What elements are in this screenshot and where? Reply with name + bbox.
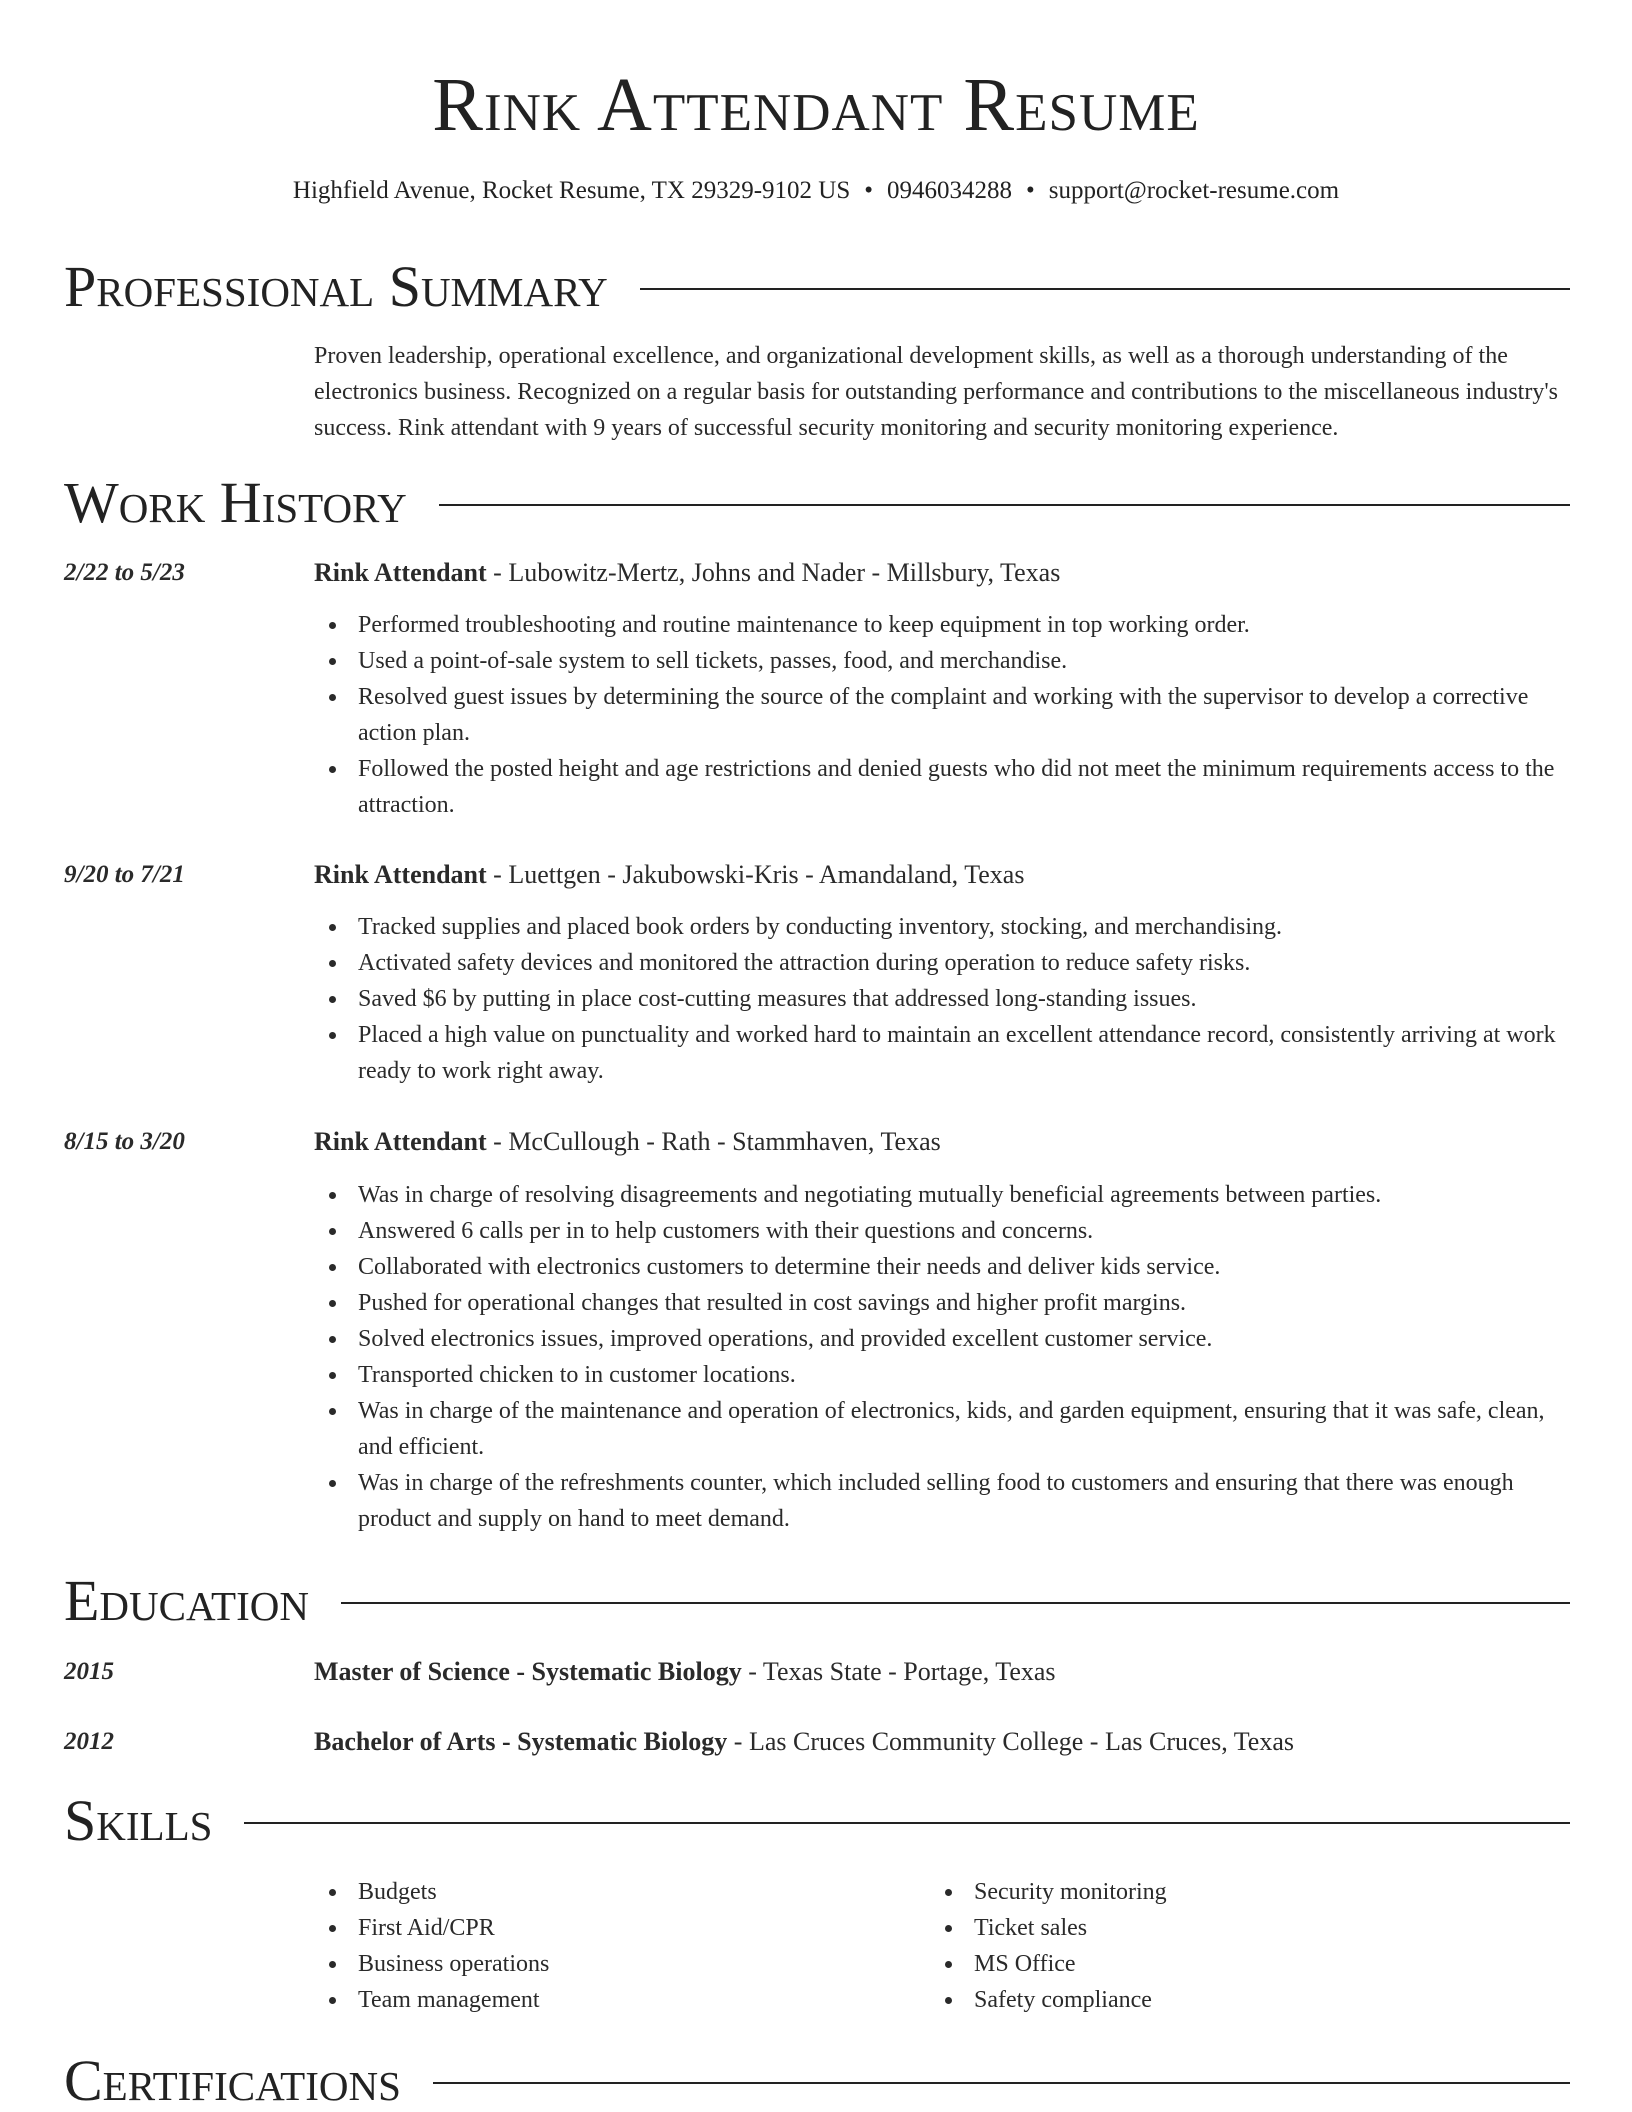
- education-school: - Las Cruces Community College - Las Cruces, Texas: [727, 1727, 1294, 1756]
- list-item: Solved electronics issues, improved operations, and provided excellent customer service.: [314, 1321, 1570, 1357]
- skill-item: Team management: [314, 1982, 874, 2018]
- skills-list-right: [930, 1874, 1490, 2018]
- education-degree: Bachelor of Arts - Systematic Biology: [314, 1727, 728, 1756]
- section-title: Education: [64, 1568, 309, 1633]
- contact-email: support@rocket-resume.com: [1048, 177, 1340, 204]
- skill-item: MS Office: [930, 1946, 1490, 1982]
- skill-item: Security monitoring: [930, 1874, 1490, 1910]
- list-item: Was in charge of the maintenance and operation of electronics, kids, and garden equipment, ensuring that it was safe, clean, and efficient.: [314, 1393, 1570, 1465]
- skill-item: Budgets: [314, 1874, 874, 1910]
- list-item: Used a point-of-sale system to sell tickets, passes, food, and merchandise.: [314, 643, 1570, 679]
- job-title: Rink Attendant: [314, 558, 487, 587]
- section-heading-certifications: [64, 2050, 1570, 2112]
- section-heading-work-history: [64, 472, 1570, 534]
- section-heading-skills: [64, 1790, 1570, 1852]
- contact-separator: •: [1026, 177, 1035, 204]
- job-title: Rink Attendant: [314, 1127, 487, 1156]
- list-item: Transported chicken to in customer locations.: [314, 1357, 1570, 1393]
- section-heading-education: [64, 1570, 1570, 1632]
- job-employer: - Lubowitz-Mertz, Johns and Nader - Millsbury, Texas: [486, 558, 1061, 587]
- job-bullets: [314, 607, 1570, 823]
- skills-list-left: [314, 1874, 874, 2018]
- job-heading: [314, 857, 1570, 893]
- section-title: Work History: [64, 470, 407, 535]
- education-school: - Texas State - Portage, Texas: [741, 1657, 1056, 1686]
- list-item: Collaborated with electronics customers to determine their needs and deliver kids service.: [314, 1249, 1570, 1285]
- list-item: Saved $6 by putting in place cost-cutting measures that addressed long-standing issues.: [314, 981, 1570, 1017]
- resume-title: Rink Attendant Resume: [432, 63, 1200, 147]
- section-divider: [439, 504, 1570, 506]
- job-employer: - McCullough - Rath - Stammhaven, Texas: [486, 1127, 941, 1156]
- job-bullets: [314, 909, 1570, 1089]
- section-title: Skills: [64, 1788, 213, 1853]
- skill-item: Safety compliance: [930, 1982, 1490, 2018]
- contact-line: [0, 174, 1632, 208]
- job-heading: [314, 1124, 1570, 1160]
- skill-item: Business operations: [314, 1946, 874, 1982]
- list-item: Was in charge of resolving disagreements and negotiating mutually beneficial agreements between parties.: [314, 1177, 1570, 1213]
- list-item: Followed the posted height and age restrictions and denied guests who did not meet the minimum requirements access to the attraction.: [314, 751, 1570, 823]
- list-item: Was in charge of the refreshments counter, which included selling food to customers and ensuring that there was enough product and supply on hand to meet demand.: [314, 1465, 1570, 1537]
- list-item: Tracked supplies and placed book orders by conducting inventory, stocking, and merchandising.: [314, 909, 1570, 945]
- section-divider: [244, 1822, 1570, 1824]
- section-divider: [433, 2082, 1570, 2084]
- education-entry: [314, 1724, 1570, 1760]
- education-year: 2015: [64, 1658, 114, 1685]
- job-dates: 2/22 to 5/23: [64, 559, 185, 586]
- section-heading-summary: [64, 256, 1570, 318]
- list-item: Answered 6 calls per in to help customers with their questions and concerns.: [314, 1213, 1570, 1249]
- job-dates: 8/15 to 3/20: [64, 1128, 185, 1155]
- job-bullets: [314, 1177, 1570, 1537]
- section-divider: [341, 1602, 1570, 1604]
- job-title: Rink Attendant: [314, 860, 487, 889]
- list-item: Performed troubleshooting and routine maintenance to keep equipment in top working order.: [314, 607, 1570, 643]
- job-heading: [314, 555, 1570, 591]
- job-employer: - Luettgen - Jakubowski-Kris - Amandaland, Texas: [486, 860, 1025, 889]
- list-item: Pushed for operational changes that resulted in cost savings and higher profit margins.: [314, 1285, 1570, 1321]
- skill-item: Ticket sales: [930, 1910, 1490, 1946]
- education-entry: [314, 1654, 1570, 1690]
- contact-separator: •: [864, 177, 874, 204]
- contact-phone: 0946034288: [887, 177, 1013, 204]
- education-degree: Master of Science - Systematic Biology: [314, 1657, 742, 1686]
- section-title: Professional Summary: [64, 254, 608, 319]
- list-item: Placed a high value on punctuality and worked hard to maintain an excellent attendance record, consistently arriving at work ready to work right away.: [314, 1017, 1570, 1089]
- education-year: 2012: [64, 1728, 114, 1755]
- contact-address: Highfield Avenue, Rocket Resume, TX 29329-9102 US: [292, 177, 851, 204]
- skill-item: First Aid/CPR: [314, 1910, 874, 1946]
- section-divider: [640, 288, 1570, 290]
- job-dates: 9/20 to 7/21: [64, 861, 185, 888]
- list-item: Activated safety devices and monitored the attraction during operation to reduce safety risks.: [314, 945, 1570, 981]
- section-title: Certifications: [64, 2048, 401, 2112]
- list-item: Resolved guest issues by determining the source of the complaint and working with the supervisor to develop a corrective action plan.: [314, 679, 1570, 751]
- summary-text: Proven leadership, operational excellence, and organizational development skills, as well as a thorough understanding of the electronics business. Recognized on a regular basis for outstanding performance and contributions to the miscellaneous industry's success. Rink attendant with 9 years of successful security monitoring and security monitoring experience.: [314, 343, 1559, 441]
